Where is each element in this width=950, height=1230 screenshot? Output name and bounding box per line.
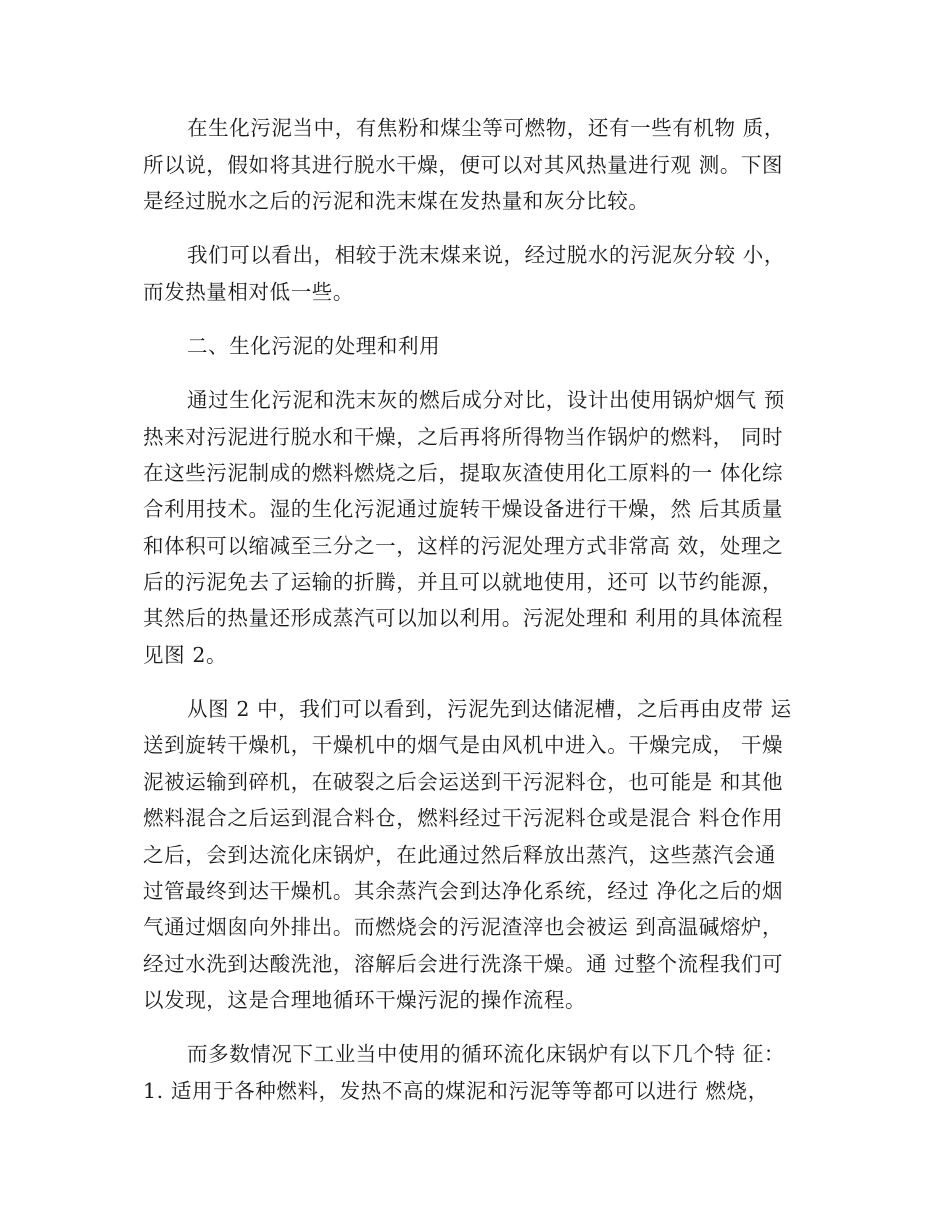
paragraph-4-line-7: 气通过烟囱向外排出。而燃烧会的污泥渣滓也会被运 到高温碱熔炉， [143, 915, 784, 939]
paragraph-2-line-2: 而发热量相对低一些。 [143, 280, 354, 304]
paragraph-4-line-8: 经过水洗到达酸洗池，溶解后会进行洗涤干燥。通 过整个流程我们可 [143, 952, 784, 976]
paragraph-3-line-5: 和体积可以缩减至三分之一，这样的污泥处理方式非常高 效，处理之 [143, 534, 784, 558]
paragraph-3-line-3: 在这些污泥制成的燃料燃烧之后，提取灰渣使用化工原料的一 体化综 [143, 461, 784, 485]
paragraph-1-line-3: 是经过脱水之后的污泥和洗末煤在发热量和灰分比较。 [143, 189, 650, 213]
paragraph-4-line-1: 从图 2 中，我们可以看到，污泥先到达储泥槽，之后再由皮带 运 [187, 697, 792, 721]
paragraph-5-line-1: 而多数情况下工业当中使用的循环流化床锅炉有以下几个特 征： [187, 1042, 785, 1066]
paragraph-3-line-6: 后的污泥免去了运输的折腾，并且可以就地使用，还可 以节约能源， [143, 570, 784, 594]
paragraph-5-line-2: 1. 适用于各种燃料，发热不高的煤泥和污泥等等都可以进行 燃烧， [143, 1079, 769, 1103]
paragraph-3-line-2: 热来对污泥进行脱水和干燥，之后再将所得物当作锅炉的燃料， 同时 [143, 425, 784, 449]
paragraph-3-line-7: 其然后的热量还形成蒸汽可以加以利用。污泥处理和 利用的具体流程 [143, 606, 784, 630]
paragraph-2-line-1: 我们可以看出，相较于洗末煤来说，经过脱水的污泥灰分较 小， [187, 243, 785, 267]
paragraph-1-line-2: 所以说，假如将其进行脱水干燥，便可以对其风热量进行观 测。下图 [143, 153, 784, 177]
paragraph-4-line-6: 过管最终到达干燥机。其余蒸汽会到达净化系统，经过 净化之后的烟 [143, 879, 784, 903]
paragraph-3-line-1: 通过生化污泥和洗末灰的燃后成分对比，设计出使用锅炉烟气 预 [187, 388, 785, 412]
paragraph-4-line-4: 燃料混合之后运到混合料仓，燃料经过干污泥料仓或是混合 料仓作用 [143, 806, 784, 830]
paragraph-3-line-8: 见图 2。 [143, 643, 228, 667]
paragraph-3-line-4: 合利用技术。湿的生化污泥通过旋转干燥设备进行干燥，然 后其质量 [143, 497, 784, 521]
paragraph-4-line-2: 送到旋转干燥机，干燥机中的烟气是由风机中进入。干燥完成， 干燥 [143, 733, 784, 757]
paragraph-4-line-3: 泥被运输到碎机，在破裂之后会运送到干污泥料仓，也可能是 和其他 [143, 770, 784, 794]
paragraph-4-line-5: 之后，会到达流化床锅炉，在此通过然后释放出蒸汽，这些蒸汽会通 [143, 843, 776, 867]
paragraph-1-line-1: 在生化污泥当中，有焦粉和煤尘等可燃物，还有一些有机物 质， [187, 116, 785, 140]
section-heading: 二、生化污泥的处理和利用 [187, 334, 441, 358]
paragraph-4-line-9: 以发现，这是合理地循环干燥污泥的操作流程。 [143, 988, 587, 1012]
